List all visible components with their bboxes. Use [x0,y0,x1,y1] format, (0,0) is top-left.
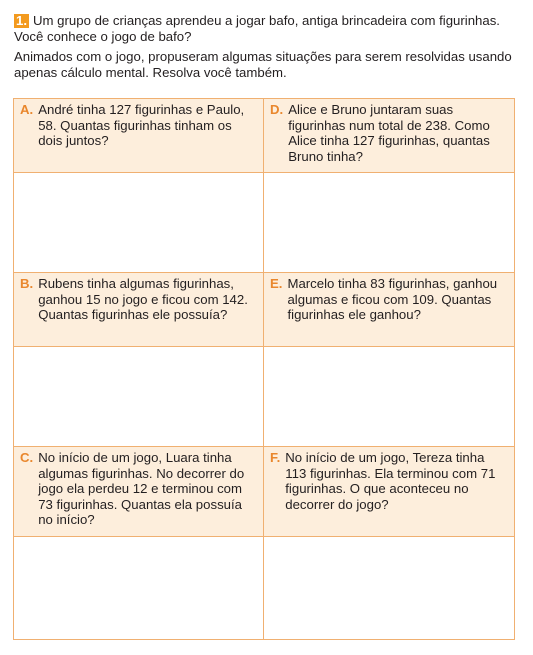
problem-d-text: Alice e Bruno juntaram suas figurinhas num total de 238. Como Alice tinha 127 figurinhas, quantas Bruno tinha? [288,102,490,164]
problem-f-text: No início de um jogo, Tereza tinha 113 figurinhas. Ela terminou com 71 figurinhas. O que aconteceu no decorrer do jogo? [285,450,496,512]
problem-e-text: Marcelo tinha 83 figurinhas, ganhou algumas e ficou com 109. Quantas figurinhas ele ganhou? [287,276,498,323]
problem-a-cell [14,99,264,173]
problem-c-letter: C. [20,450,34,465]
prompt-row-1 [14,99,515,173]
problem-e-cell [264,273,515,347]
problem-c-cell [14,447,264,537]
problem-a [14,99,263,149]
answer-space-b[interactable] [14,347,264,447]
exercise-intro [14,13,519,80]
answer-row-3 [14,537,515,640]
problem-b [14,273,263,323]
problem-b-cell [14,273,264,347]
exercise-statement: Um grupo de crianças aprendeu a jogar bafo, antiga brincadeira com figurinhas. Você conhece o jogo de bafo? [14,13,500,44]
problem-f-cell [264,447,515,537]
problem-b-text: Rubens tinha algumas figurinhas, ganhou 15 no jogo e ficou com 142. Quantas figurinhas ele possuía? [38,276,248,323]
prompt-row-2 [14,273,515,347]
exercise-statement-paragraph [14,13,519,44]
problem-d-cell [264,99,515,173]
answer-row-2 [14,347,515,447]
prompt-row-3 [14,447,515,537]
problem-b-letter: B. [20,276,34,291]
answer-space-d[interactable] [264,173,515,273]
problem-e-letter: E. [270,276,283,291]
answer-space-e[interactable] [264,347,515,447]
answer-space-c[interactable] [14,537,264,640]
problems-grid [13,98,515,640]
problem-c [14,447,263,528]
exercise-number-badge: 1. [16,13,27,28]
problem-f-letter: F. [270,450,281,465]
answer-space-a[interactable] [14,173,264,273]
problem-e [264,273,514,323]
problem-a-letter: A. [20,102,34,117]
exercise-instruction: Animados com o jogo, propuseram algumas situações para serem resolvidas usando apenas cálculo mental. Resolva você também. [14,49,512,80]
answer-row-1 [14,173,515,273]
problem-d-letter: D. [270,102,284,117]
problem-c-text: No início de um jogo, Luara tinha algumas figurinhas. No decorrer do jogo ela perdeu 12 e terminou com 73 figurinhas. Quantas ela possuía no início? [38,450,245,528]
problem-a-text: André tinha 127 figurinhas e Paulo, 58. Quantas figurinhas tinham os dois juntos? [38,102,245,149]
problem-d [264,99,514,164]
answer-space-f[interactable] [264,537,515,640]
problem-f [264,447,514,512]
